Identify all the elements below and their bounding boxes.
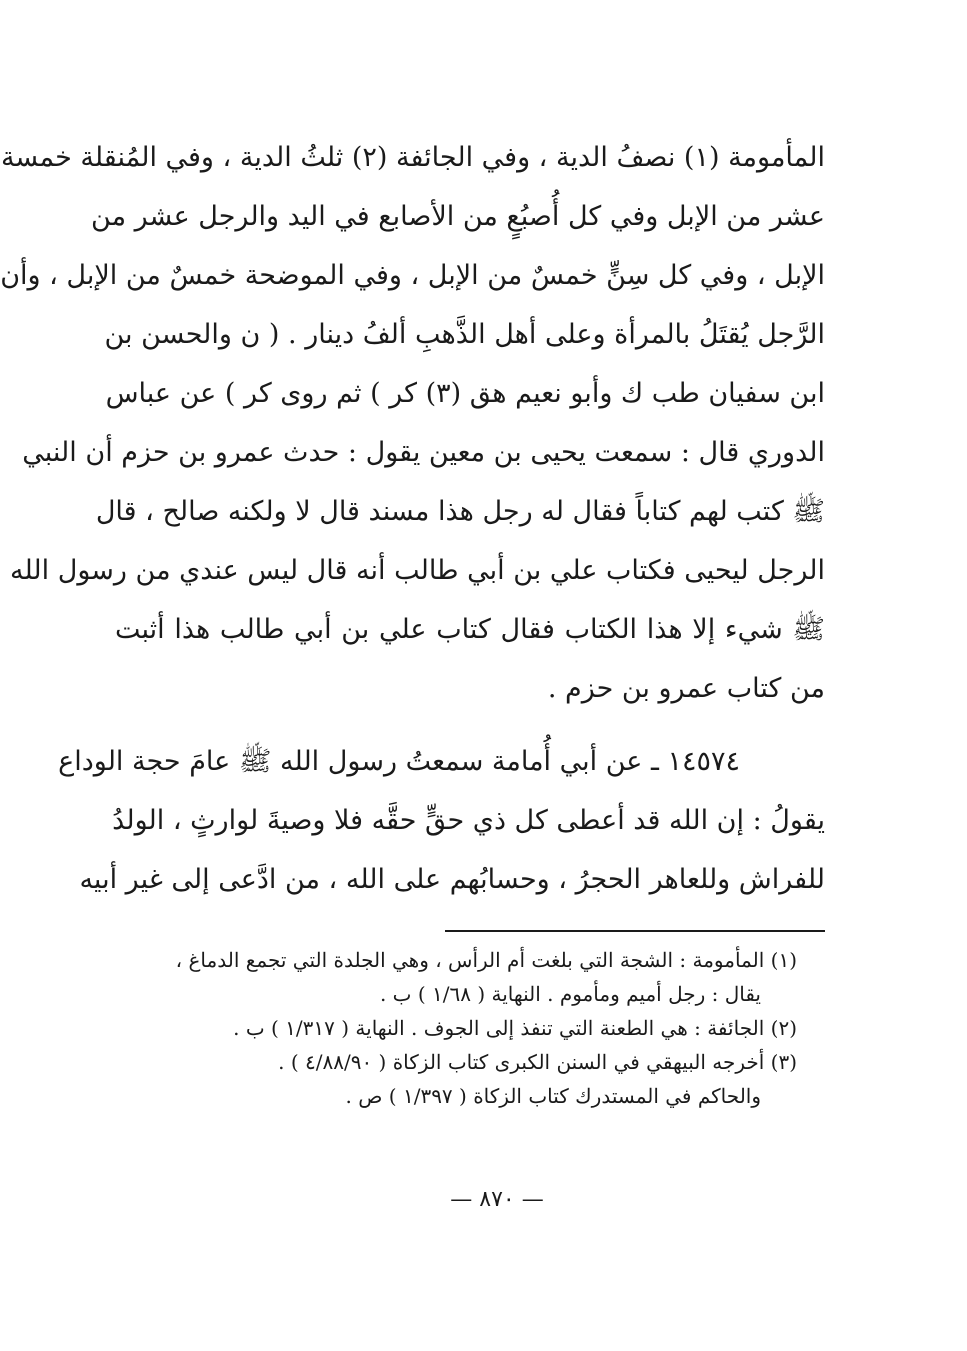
text-line: ابن سفيان طب ك وأبو نعيم هق (٣) كر ) ثم روى كر ) عن عباس <box>105 378 825 409</box>
footnote-3-continuation: والحاكم في المستدرك كتاب الزكاة ( ١/٣٩٧ ) ص . <box>345 1084 761 1108</box>
text-line: الرَّجل يُقتَلُ بالمرأة وعلى أهل الذَّهبِ ألفُ دينار . ( ن والحسن بن <box>104 319 825 350</box>
page-number: — ٨٧٠ — <box>450 1187 544 1212</box>
text-line: من كتاب عمرو بن حزم . <box>547 673 825 704</box>
hadith-heading-line: ١٤٥٧٤ ـ عن أبي أُمامة سمعتُ رسول الله ﷺ عامَ حجة الوداع <box>58 746 740 777</box>
text-line: المأمومة (١) نصفُ الدية ، وفي الجائفة (٢) ثلثُ الدية ، وفي المُنقلة خمسة <box>0 142 825 173</box>
text-line: الدوري قال : سمعت يحيى بن معين يقول : حدث عمرو بن حزم أن النبي <box>22 437 825 468</box>
footnote-3: (٣) أخرجه البيهقي في السنن الكبرى كتاب الزكاة ( ٤/٨٨/٩٠ ) . <box>278 1050 797 1074</box>
text-line: ﷺ شيء إلا هذا الكتاب فقال كتاب علي بن أبي طالب هذا أثبت <box>115 614 825 645</box>
footnotes <box>177 943 797 1113</box>
text-line: ﷺ كتب لهم كتاباً فقال له رجل هذا مسند قال لا ولكنه صالح ، قال <box>95 496 825 527</box>
main-text <box>0 128 825 909</box>
footnote-1: (١) المأمومة : الشجة التي بلغت أم الرأس ، وهي الجلدة التي تجمع الدماغ ، <box>175 948 797 972</box>
text-line: عشر من الإبل وفي كل أُصبُعٍ من الأصابع في اليد والرجل عشر من <box>91 201 825 232</box>
text-line: للفراش وللعاهر الحجرُ ، وحسابُهم على الله ، من ادَّعى إلى غير أبيه <box>79 864 825 895</box>
footnote-divider <box>445 930 825 932</box>
paragraph-gap <box>115 718 825 732</box>
text-line: يقولُ : إن الله قد أعطى كل ذي حقٍّ حقَّه فلا وصيةَ لوارثٍ ، الولدُ <box>112 805 825 836</box>
footnote-1-continuation: يقال : رجل أميم ومأموم . النهاية ( ١/٦٨ ) ب . <box>379 982 761 1006</box>
text-line: الرجل ليحيى فكتاب علي بن أبي طالب أنه قال ليس عندي من رسول الله <box>10 555 825 586</box>
text-line: الإبل ، وفي كل سِنٍّ خمسٌ من الإبل ، وفي الموضحة خمسٌ من الإبل ، وأن <box>0 260 825 291</box>
footnote-2: (٢) الجائفة : هي الطعنة التي تنفذ إلى الجوف . النهاية ( ١/٣١٧ ) ب . <box>233 1016 797 1040</box>
